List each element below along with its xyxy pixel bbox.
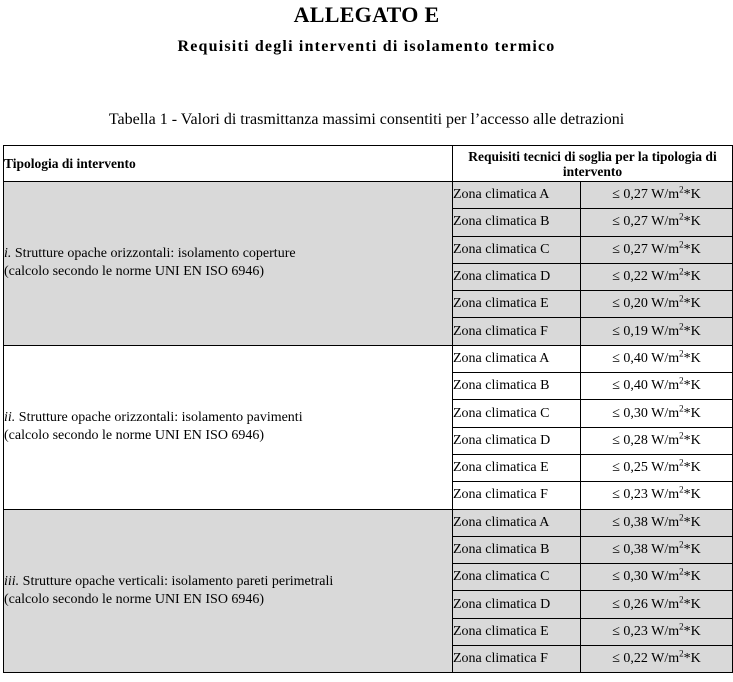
transmittance-value-cell xyxy=(581,345,733,372)
document-title: ALLEGATO E xyxy=(293,2,440,27)
unit-superscript: 2 xyxy=(679,457,684,468)
transmittance-value: ≤ 0,22 W/m xyxy=(612,269,680,285)
transmittance-value: ≤ 0,38 W/m xyxy=(612,514,680,530)
unit-superscript: 2 xyxy=(679,430,684,441)
transmittance-unit: *K xyxy=(683,405,701,421)
transmittance-value: ≤ 0,27 W/m xyxy=(612,187,680,203)
intervention-label: Strutture opache orizzontali: isolamento coperture xyxy=(14,246,296,262)
transmittance-value-cell xyxy=(581,509,733,536)
table-body xyxy=(4,182,733,673)
document-subtitle: Requisiti degli interventi di isolamento termico xyxy=(177,38,556,55)
transmittance-unit: *K xyxy=(683,350,701,366)
transmittance-unit: *K xyxy=(683,269,701,285)
transmittance-unit: *K xyxy=(683,378,701,394)
table-row xyxy=(4,345,733,372)
tipologia-cell xyxy=(4,509,453,673)
unit-superscript: 2 xyxy=(679,621,684,632)
transmittance-value: ≤ 0,38 W/m xyxy=(612,542,680,557)
transmittance-value: ≤ 0,30 W/m xyxy=(612,405,680,421)
zone-cell: Zona climatica E xyxy=(453,454,581,481)
transmittance-value-cell xyxy=(581,318,733,345)
header-requisiti: Requisiti tecnici di soglia per la tipologia di intervento xyxy=(453,146,733,182)
unit-superscript: 2 xyxy=(679,539,684,550)
unit-superscript: 2 xyxy=(679,566,684,577)
zone-cell: Zona climatica B xyxy=(453,373,581,400)
transmittance-value-cell xyxy=(581,236,733,263)
transmittance-unit: *K xyxy=(683,432,701,448)
unit-superscript: 2 xyxy=(679,211,684,222)
unit-superscript: 2 xyxy=(679,512,684,523)
transmittance-value: ≤ 0,27 W/m xyxy=(612,214,680,230)
zone-cell: Zona climatica E xyxy=(453,291,581,318)
intervention-note: (calcolo secondo le norme UNI EN ISO 6946) xyxy=(4,264,265,280)
zone-cell: Zona climatica B xyxy=(453,209,581,236)
transmittance-value-cell xyxy=(581,291,733,318)
zone-cell: Zona climatica F xyxy=(453,482,581,509)
transmittance-value: ≤ 0,22 W/m xyxy=(612,651,680,667)
intervention-note: (calcolo secondo le norme UNI EN ISO 6946) xyxy=(4,591,265,607)
zone-cell: Zona climatica F xyxy=(453,318,581,345)
unit-superscript: 2 xyxy=(679,402,684,413)
transmittance-value: ≤ 0,30 W/m xyxy=(612,569,680,585)
transmittance-value-cell xyxy=(581,536,733,563)
intervention-label: Strutture opache orizzontali: isolamento pavimenti xyxy=(18,410,303,426)
transmittance-unit: *K xyxy=(683,623,701,639)
transmittance-value-cell xyxy=(581,564,733,591)
transmittance-unit: *K xyxy=(683,187,701,203)
transmittance-value-cell xyxy=(581,618,733,645)
intervention-number: ii. xyxy=(4,410,16,426)
unit-superscript: 2 xyxy=(679,293,684,304)
transmittance-table xyxy=(3,145,733,673)
zone-cell: Zona climatica B xyxy=(453,536,581,563)
tipologia-cell xyxy=(4,182,453,346)
table-row xyxy=(4,509,733,536)
transmittance-unit: *K xyxy=(683,514,701,530)
transmittance-unit: *K xyxy=(683,460,701,476)
intervention-number: i. xyxy=(4,246,12,262)
zone-cell: Zona climatica C xyxy=(453,564,581,591)
transmittance-value: ≤ 0,25 W/m xyxy=(612,460,680,476)
unit-superscript: 2 xyxy=(679,375,684,386)
transmittance-value: ≤ 0,26 W/m xyxy=(612,596,680,612)
intervention-number: iii. xyxy=(4,573,20,589)
zone-cell: Zona climatica C xyxy=(453,236,581,263)
transmittance-unit: *K xyxy=(683,651,701,667)
zone-cell: Zona climatica C xyxy=(453,400,581,427)
transmittance-value-cell xyxy=(581,646,733,673)
transmittance-value-cell xyxy=(581,427,733,454)
table-row xyxy=(4,182,733,209)
transmittance-value: ≤ 0,40 W/m xyxy=(612,350,680,366)
unit-superscript: 2 xyxy=(679,266,684,277)
zone-cell: Zona climatica D xyxy=(453,263,581,290)
unit-superscript: 2 xyxy=(679,184,684,195)
header-tipologia: Tipologia di intervento xyxy=(4,146,453,182)
zone-cell: Zona climatica E xyxy=(453,618,581,645)
intervention-note: (calcolo secondo le norme UNI EN ISO 6946) xyxy=(4,428,265,444)
unit-superscript: 2 xyxy=(679,320,684,331)
zone-cell: Zona climatica A xyxy=(453,509,581,536)
table-caption: Tabella 1 - Valori di trasmittanza massimi consentiti per l’accesso alle detrazioni xyxy=(108,111,625,128)
transmittance-value-cell xyxy=(581,482,733,509)
transmittance-value: ≤ 0,23 W/m xyxy=(612,623,680,639)
transmittance-value-cell xyxy=(581,263,733,290)
transmittance-unit: *K xyxy=(683,569,701,585)
tipologia-cell xyxy=(4,345,453,509)
zone-cell: Zona climatica D xyxy=(453,591,581,618)
transmittance-value: ≤ 0,23 W/m xyxy=(612,487,680,503)
zone-cell: Zona climatica F xyxy=(453,646,581,673)
transmittance-unit: *K xyxy=(683,596,701,612)
transmittance-value-cell xyxy=(581,373,733,400)
transmittance-unit: *K xyxy=(683,296,701,312)
unit-superscript: 2 xyxy=(679,239,684,250)
transmittance-unit: *K xyxy=(683,487,701,503)
transmittance-value: ≤ 0,20 W/m xyxy=(612,296,680,312)
transmittance-unit: *K xyxy=(683,214,701,230)
unit-superscript: 2 xyxy=(679,593,684,604)
transmittance-value: ≤ 0,27 W/m xyxy=(612,241,680,257)
transmittance-value-cell xyxy=(581,591,733,618)
unit-superscript: 2 xyxy=(679,348,684,359)
transmittance-value: ≤ 0,28 W/m xyxy=(612,432,680,448)
unit-superscript: 2 xyxy=(679,484,684,495)
transmittance-value-cell xyxy=(581,209,733,236)
zone-cell: Zona climatica A xyxy=(453,345,581,372)
intervention-label: Strutture opache verticali: isolamento pareti perimetrali xyxy=(22,573,334,589)
transmittance-unit: *K xyxy=(683,241,701,257)
transmittance-value-cell xyxy=(581,400,733,427)
transmittance-unit: *K xyxy=(683,542,701,557)
transmittance-value-cell xyxy=(581,454,733,481)
zone-cell: Zona climatica A xyxy=(453,182,581,209)
unit-superscript: 2 xyxy=(679,648,684,659)
transmittance-value-cell xyxy=(581,182,733,209)
zone-cell: Zona climatica D xyxy=(453,427,581,454)
transmittance-unit: *K xyxy=(683,323,701,339)
transmittance-value: ≤ 0,19 W/m xyxy=(612,323,680,339)
transmittance-value: ≤ 0,40 W/m xyxy=(612,378,680,394)
